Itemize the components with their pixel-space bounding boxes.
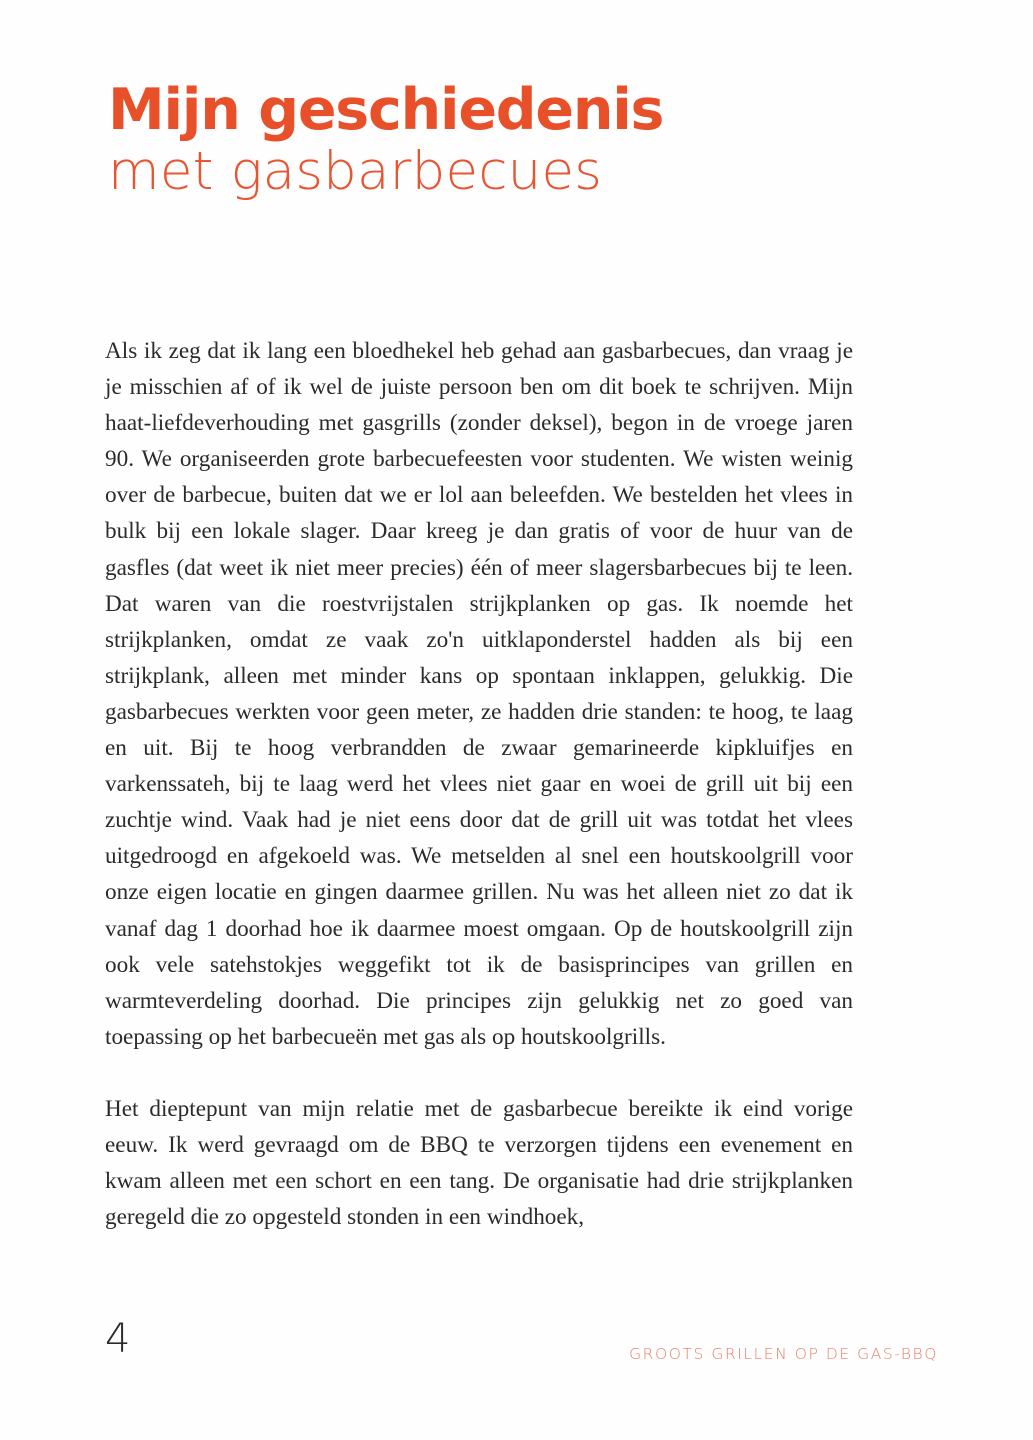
- page-title: [108, 78, 908, 201]
- body-paragraph: Als ik zeg dat ik lang een bloedhekel heb gehad aan gasbarbecues, dan vraag je je misschien af of ik wel de juiste persoon ben om dit boek te schrijven. Mijn haat-liefdeverhouding met gasgrills (zonder deksel), begon in de vroege jaren 90. We organiseerden grote barbecuefeesten voor studenten. We wisten weinig over de barbecue, buiten dat we er lol aan beleefden. We bestelden het vlees in bulk bij een lokale slager. Daar kreeg je dan gratis of voor de huur van de gasfles (dat weet ik niet meer precies) één of meer slagersbarbecues bij te leen. Dat waren van die roestvrijstalen strijkplanken op gas. Ik noemde het strijkplanken, omdat ze vaak zo'n uitklaponderstel hadden als bij een strijkplank, alleen met minder kans op spontaan inklappen, gelukkig. Die gasbarbecues werkten voor geen meter, ze hadden drie standen: te hoog, te laag en uit. Bij te hoog verbrandden de zwaar gemarineerde kipkluifjes en varkenssateh, bij te laag werd het vlees niet gaar en woei de grill uit bij een zuchtje wind. Vaak had je niet eens door dat de grill uit was totdat het vlees uitgedroogd en afgekoeld was. We metselden al snel een houtskoolgrill voor onze eigen locatie en gingen daarmee grillen. Nu was het alleen niet zo dat ik vanaf dag 1 doorhad hoe ik daarmee moest omgaan. Op de houtskoolgrill zijn ook vele satehstokjes weggefikt tot ik de basisprincipes van grillen en warmteverdeling doorhad. Die principes zijn gelukkig net zo goed van toepassing op het barbecueën met gas als op houtskoolgrills.: [105, 338, 853, 1050]
- running-head: GROOTS GRILLEN OP DE GAS-BBQ: [629, 1345, 938, 1363]
- page-footer: [105, 1318, 938, 1378]
- body-text-column: [105, 333, 853, 1235]
- page-title-secondary: met gasbarbecues: [108, 141, 603, 202]
- page-title-primary: Mijn geschiedenis: [108, 77, 664, 143]
- page-number: 4: [105, 1316, 131, 1362]
- body-paragraph: Het dieptepunt van mijn relatie met de gasbarbecue bereikte ik eind vorige eeuw. Ik werd gevraagd om de BBQ te verzorgen tijdens een evenement en kwam alleen met een schort en een tang. De organisatie had drie strijkplanken geregeld die zo opgesteld stonden in een windhoek,: [105, 1095, 853, 1231]
